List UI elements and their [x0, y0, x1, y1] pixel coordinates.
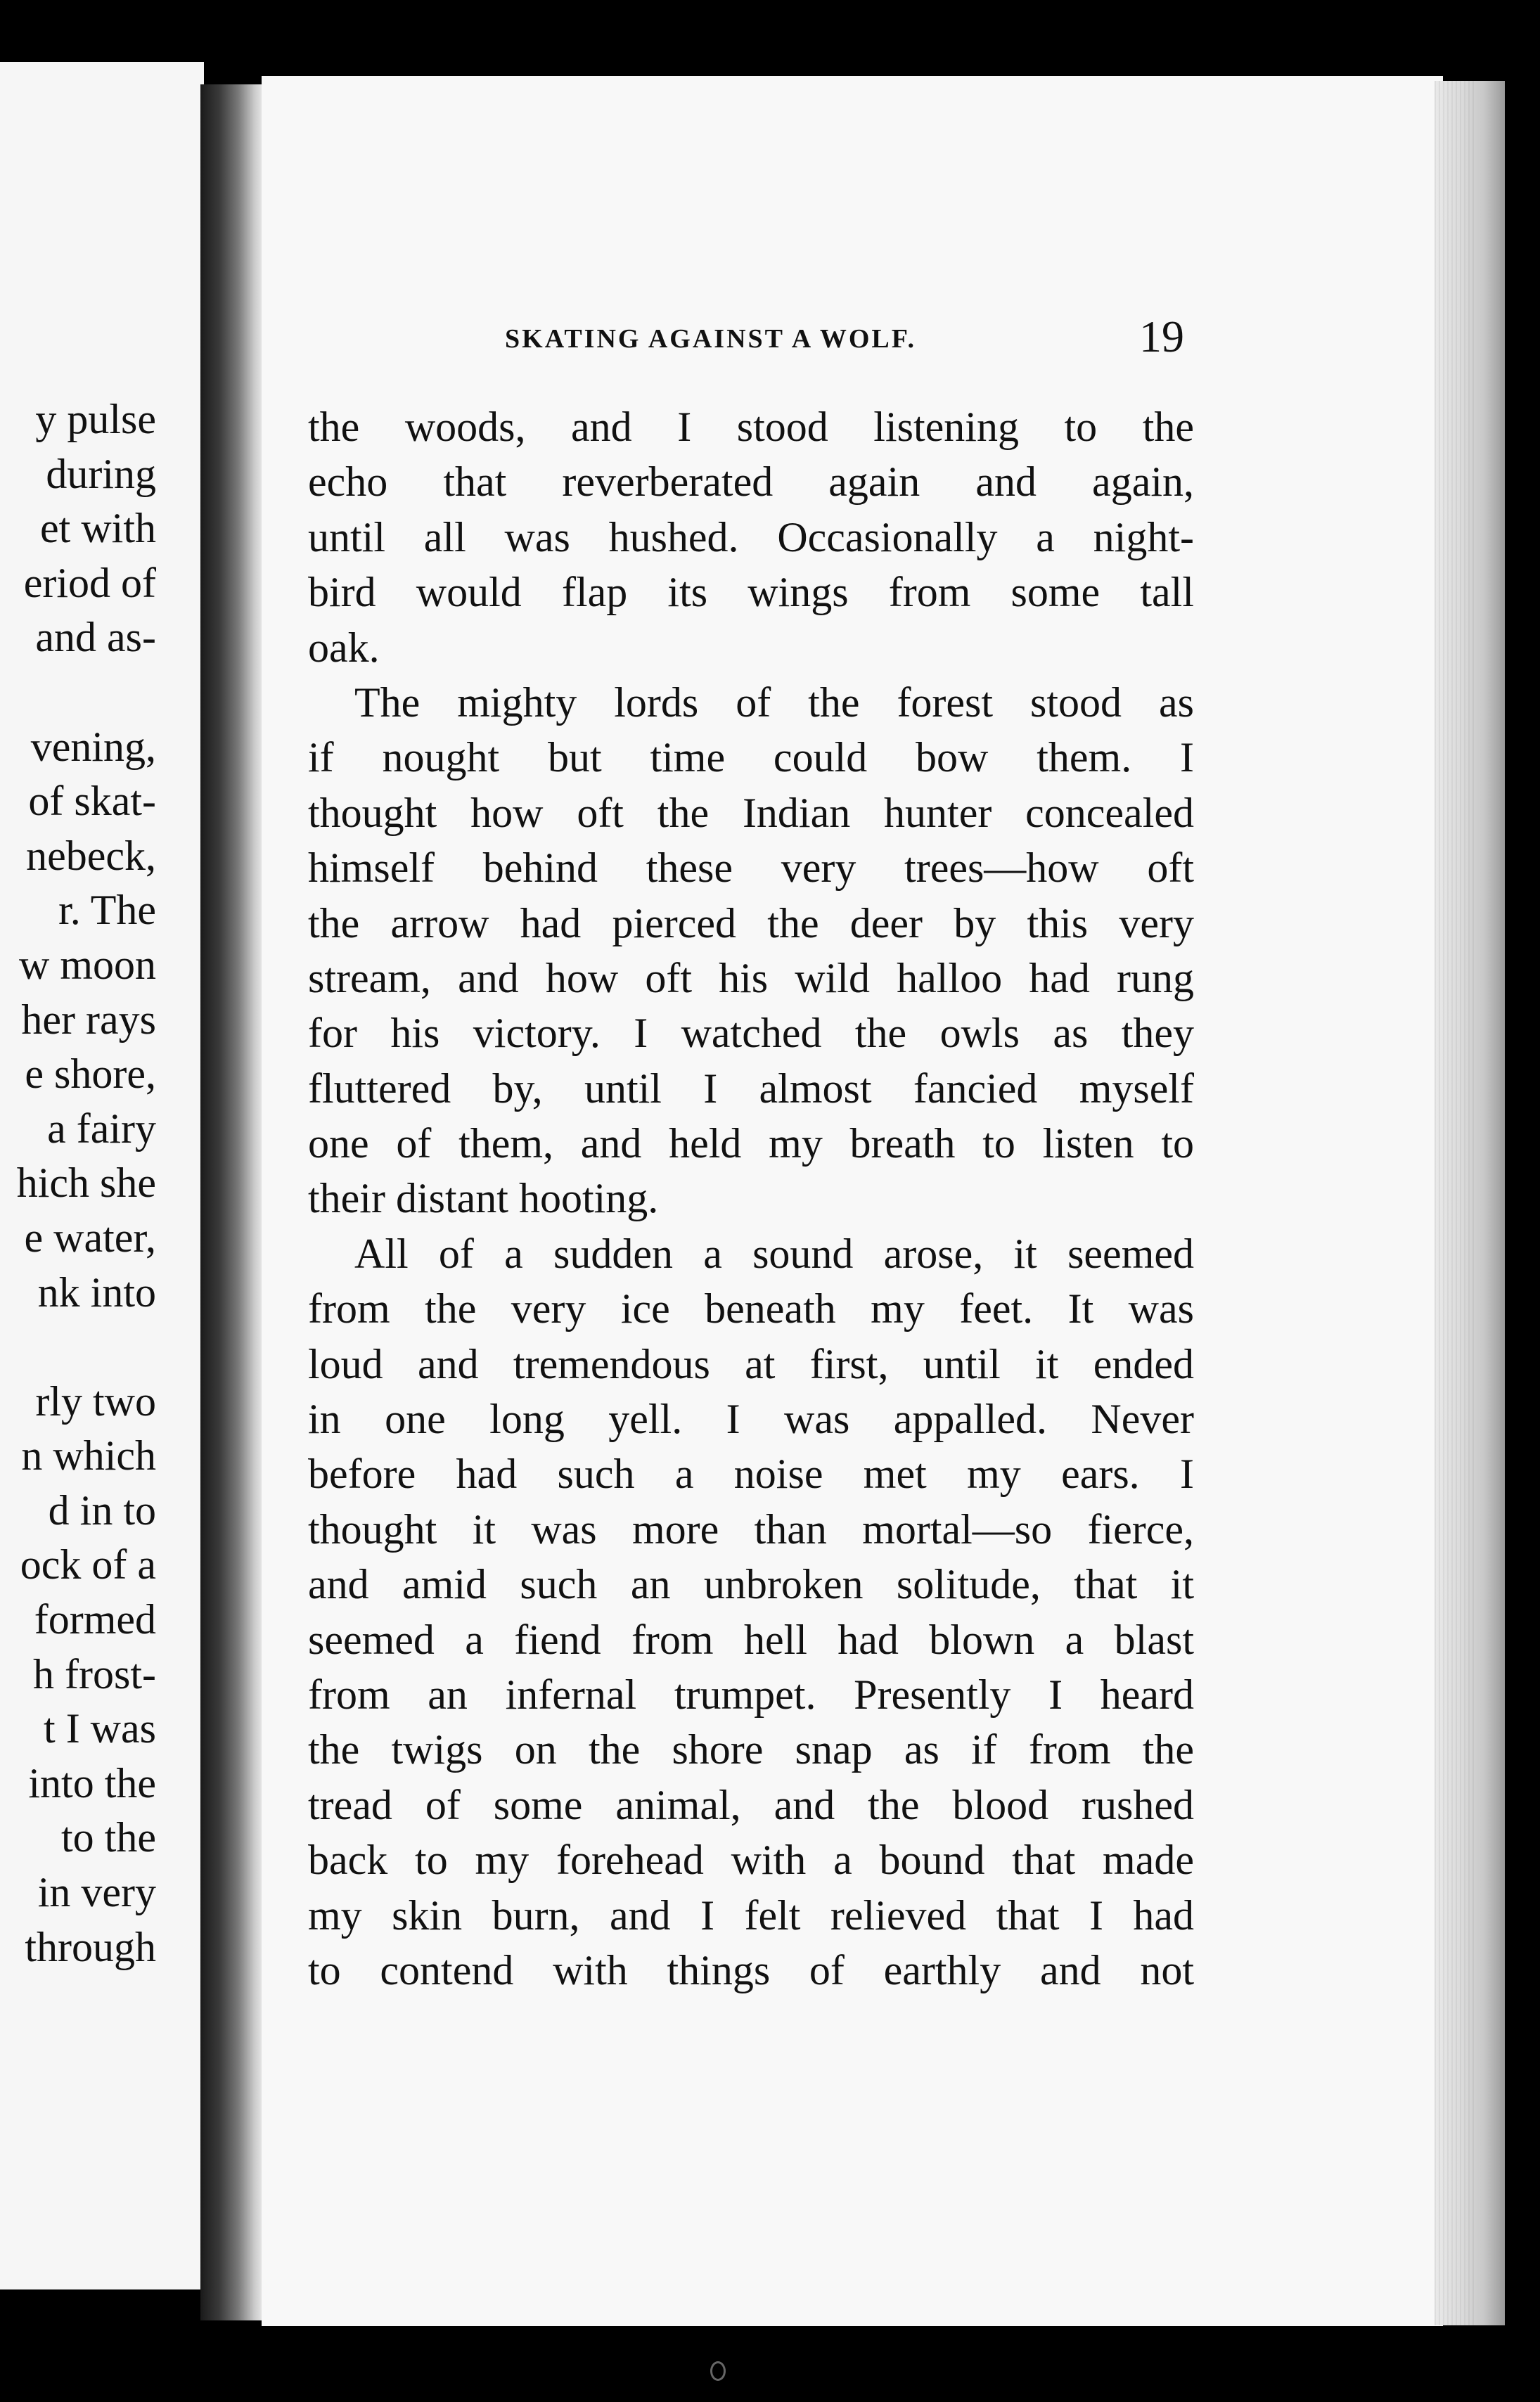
- left-text-line: nebeck,: [26, 832, 156, 879]
- left-text-line: of skat-: [28, 778, 156, 825]
- text-line: the arrow had pierced the deer by this very: [308, 899, 1194, 946]
- left-text-line: formed: [34, 1596, 156, 1643]
- text-line: echo that reverberated again and again,: [308, 458, 1194, 506]
- left-text-line: nk into: [37, 1269, 156, 1316]
- text-line: before had such a noise met my ears. I: [308, 1451, 1194, 1498]
- text-line: in one long yell. I was appalled. Never: [308, 1396, 1194, 1443]
- left-text-line: r. The: [58, 887, 156, 934]
- text-line: and amid such an unbroken solitude, that it: [308, 1561, 1194, 1608]
- left-text-line: to the: [61, 1814, 156, 1861]
- text-line: stream, and how oft his wild halloo had rung: [308, 954, 1194, 1001]
- text-line: All of a sudden a sound arose, it seemed: [354, 1230, 1194, 1277]
- left-text-line: in very: [37, 1869, 156, 1916]
- left-page-text: [0, 392, 156, 1974]
- left-text-line: w moon: [19, 941, 156, 988]
- left-text-line: rly two: [35, 1377, 156, 1425]
- body-text: [308, 399, 1194, 1998]
- left-facing-page: [0, 62, 204, 2289]
- left-text-line: [0, 665, 156, 720]
- left-text-line: and as-: [35, 614, 156, 661]
- left-text-line: [0, 1320, 156, 1375]
- text-line: their distant hooting.: [308, 1175, 659, 1222]
- text-line: loud and tremendous at first, until it ended: [308, 1340, 1194, 1387]
- text-line: thought it was more than mortal—so fierce,: [308, 1505, 1194, 1553]
- page-gutter-shadow: [200, 84, 264, 2320]
- text-line: fluttered by, until I almost fancied myself: [308, 1065, 1194, 1112]
- left-text-line: eriod of: [23, 559, 156, 606]
- left-text-line: a fairy: [47, 1105, 156, 1152]
- text-line: my skin burn, and I felt relieved that I had: [308, 1892, 1194, 1939]
- text-line: from an infernal trumpet. Presently I heard: [308, 1671, 1194, 1718]
- left-text-line: during: [46, 450, 156, 497]
- left-text-line: her rays: [21, 996, 156, 1043]
- text-line: himself behind these very trees—how oft: [308, 844, 1194, 892]
- text-line: the twigs on the shore snap as if from the: [308, 1726, 1194, 1773]
- page-number: 19: [1139, 312, 1184, 361]
- left-text-line: y pulse: [35, 396, 156, 442]
- text-line: one of them, and held my breath to listen to: [308, 1120, 1194, 1167]
- text-line: if nought but time could bow them. I: [308, 734, 1194, 781]
- text-line: seemed a fiend from hell had blown a blast: [308, 1616, 1194, 1663]
- page-edge: [1435, 81, 1505, 2325]
- text-line: thought how oft the Indian hunter concealed: [308, 789, 1194, 836]
- scan-mark: [710, 2361, 726, 2381]
- text-line: back to my forehead with a bound that made: [308, 1837, 1194, 1884]
- left-text-line: e shore,: [25, 1051, 156, 1098]
- text-line: tread of some animal, and the blood rushed: [308, 1781, 1194, 1828]
- text-line: oak.: [308, 624, 380, 671]
- left-text-line: d in to: [48, 1486, 156, 1534]
- running-head: SKATING AGAINST A WOLF.: [505, 324, 917, 354]
- left-text-line: ock of a: [20, 1541, 156, 1588]
- left-text-line: n which: [21, 1432, 156, 1479]
- text-line: to contend with things of earthly and not: [308, 1946, 1194, 1993]
- left-text-line: through: [25, 1923, 156, 1970]
- left-text-line: into the: [28, 1759, 156, 1806]
- left-text-line: h frost-: [33, 1650, 156, 1697]
- text-line: the woods, and I stood listening to the: [308, 404, 1194, 450]
- text-line: from the very ice beneath my feet. It was: [308, 1285, 1194, 1332]
- left-text-line: hich she: [16, 1160, 156, 1207]
- left-text-line: e water,: [24, 1214, 156, 1261]
- text-line: bird would flap its wings from some tall: [308, 569, 1194, 616]
- text-line: for his victory. I watched the owls as they: [308, 1010, 1194, 1057]
- left-text-line: vening,: [30, 723, 156, 770]
- text-line: until all was hushed. Occasionally a night-: [308, 513, 1194, 560]
- text-line: The mighty lords of the forest stood as: [354, 679, 1194, 726]
- left-text-line: t I was: [44, 1705, 156, 1752]
- left-text-line: et with: [40, 505, 156, 552]
